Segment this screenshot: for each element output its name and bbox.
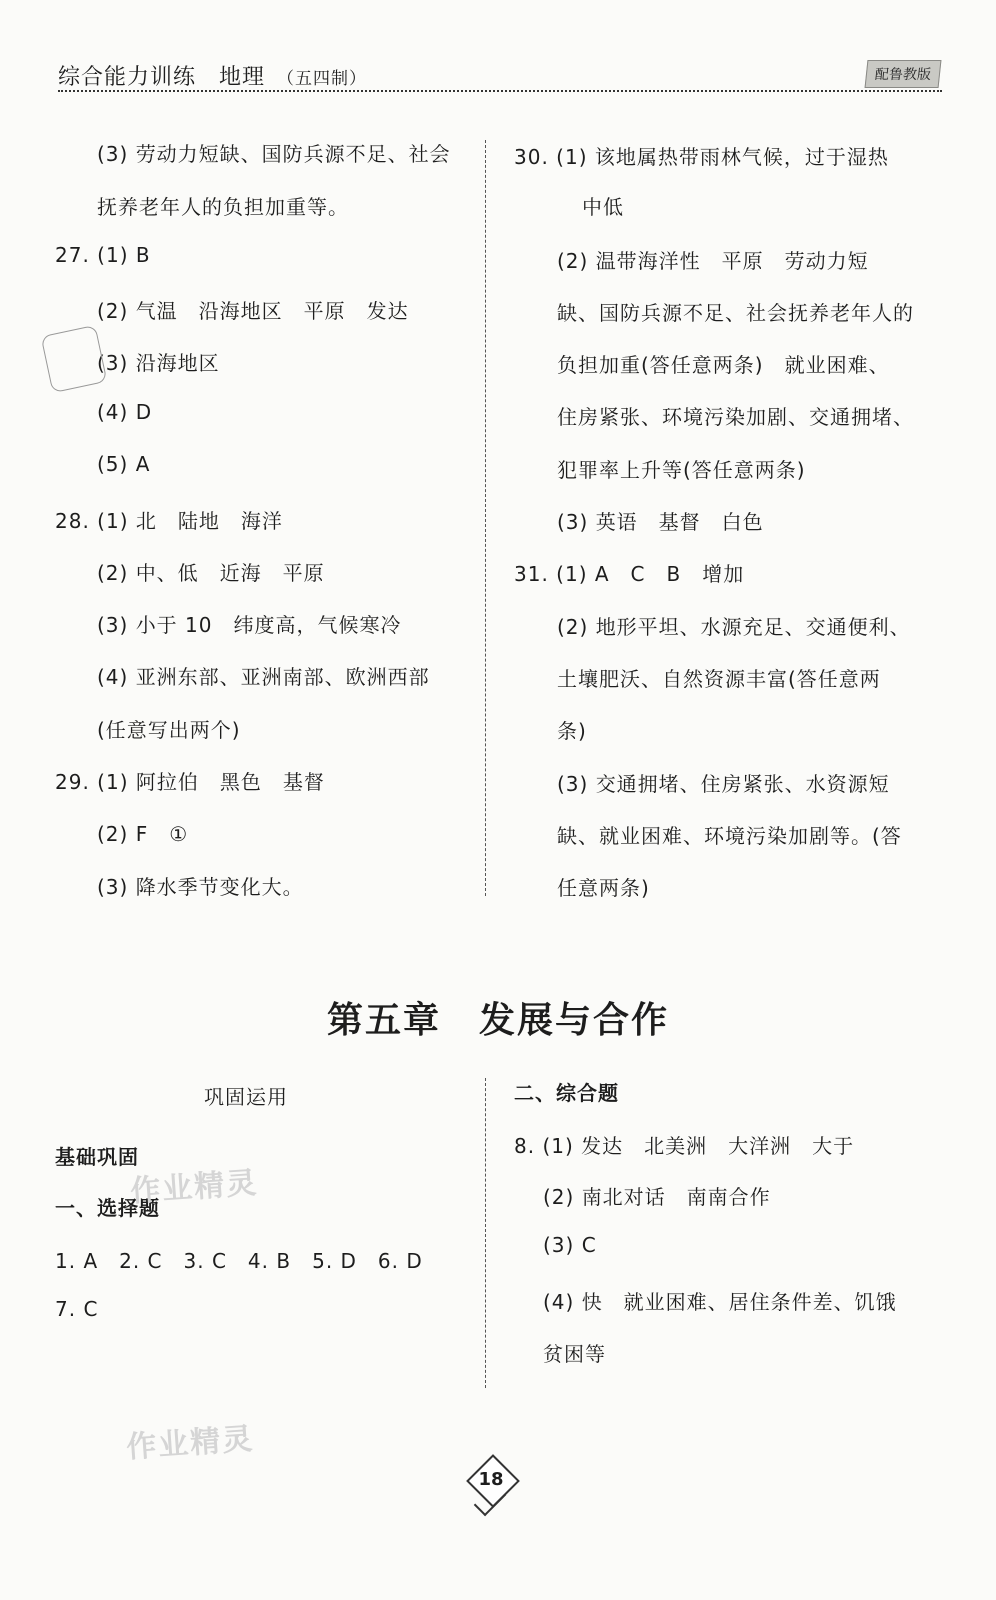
answer-line: (任意写出两个) <box>97 718 241 742</box>
answer-line: (3) 英语 基督 白色 <box>557 510 764 534</box>
answer-line: (4) D <box>97 400 153 424</box>
answer-line: (3) 沿海地区 <box>97 351 220 375</box>
answer-line: 缺、国防兵源不足、社会抚养老年人的 <box>557 301 914 325</box>
answer-line: (3) C <box>543 1233 597 1257</box>
question-group-title: 二、综合题 <box>514 1081 619 1105</box>
chapter-name: 发展与合作 <box>479 999 670 1041</box>
answer-line: (4) 亚洲东部、亚洲南部、欧洲西部 <box>97 665 430 689</box>
page-number <box>466 1460 516 1508</box>
sub-section-title: 基础巩固 <box>55 1145 139 1169</box>
answer-line: 任意两条) <box>557 876 650 900</box>
page-header <box>58 58 942 92</box>
answer-line: 27. (1) B <box>55 243 151 267</box>
answer-line: (2) F ① <box>97 822 189 846</box>
answer-line: 8. (1) 发达 北美洲 大洋洲 大于 <box>514 1134 855 1158</box>
answer-line: (4) 快 就业困难、居住条件差、饥饿 <box>543 1290 897 1314</box>
answer-line: 29. (1) 阿拉伯 黑色 基督 <box>55 770 325 794</box>
answer-line: 中低 <box>582 195 624 219</box>
stamp-mark <box>41 325 108 393</box>
answer-line: 犯罪率上升等(答任意两条) <box>557 458 806 482</box>
answer-line: 1. A 2. C 3. C 4. B 5. D 6. D <box>55 1249 423 1273</box>
answer-line: 贫困等 <box>543 1342 606 1366</box>
answer-line: 缺、就业困难、环境污染加剧等。(答 <box>557 824 902 848</box>
answer-line: (2) 地形平坦、水源充足、交通便利、 <box>557 615 911 639</box>
answer-line: 抚养老年人的负担加重等。 <box>97 195 349 219</box>
answer-line: (2) 中、低 近海 平原 <box>97 561 325 585</box>
answer-line: 住房紧张、环境污染加剧、交通拥堵、 <box>557 405 914 429</box>
answer-line: (2) 温带海洋性 平原 劳动力短 <box>557 249 869 273</box>
watermark: 作业精灵 <box>125 1421 256 1466</box>
answer-line: 30. (1) 该地属热带雨林气候，过于湿热 <box>514 145 889 169</box>
watermark: 作业精灵 <box>129 1165 260 1210</box>
column-divider <box>485 140 486 896</box>
book-title-text: 综合能力训练 地理 <box>58 65 266 90</box>
book-title <box>58 60 367 91</box>
answer-line: 7. C <box>55 1297 99 1321</box>
answer-line: (3) 交通拥堵、住房紧张、水资源短 <box>557 772 890 796</box>
answer-line: (2) 气温 沿海地区 平原 发达 <box>97 299 409 323</box>
question-group-title: 一、选择题 <box>55 1196 160 1220</box>
answer-line: (5) A <box>97 452 151 476</box>
answer-line: (2) 南北对话 南南合作 <box>543 1185 771 1209</box>
section-title: 巩固运用 <box>204 1085 288 1109</box>
answer-line: 负担加重(答任意两条) 就业困难、 <box>557 353 890 377</box>
book-subtitle: （五四制） <box>277 69 368 89</box>
edition-badge: 配鲁教版 <box>865 60 942 88</box>
column-divider-bottom <box>485 1078 486 1388</box>
answer-line: (3) 劳动力短缺、国防兵源不足、社会 <box>97 142 451 166</box>
answer-line: 土壤肥沃、自然资源丰富(答任意两 <box>557 667 881 691</box>
page-number-text: 18 <box>478 1469 504 1490</box>
answer-line: 28. (1) 北 陆地 海洋 <box>55 509 283 533</box>
answer-line: (3) 小于 10 纬度高，气候寒冷 <box>97 613 402 637</box>
header-divider <box>58 90 942 92</box>
answer-line: (3) 降水季节变化大。 <box>97 875 304 899</box>
answer-line: 条) <box>557 719 587 743</box>
chapter-heading <box>0 992 996 1043</box>
chapter-number: 第五章 <box>326 999 441 1041</box>
answer-line: 31. (1) A C B 增加 <box>514 562 745 586</box>
